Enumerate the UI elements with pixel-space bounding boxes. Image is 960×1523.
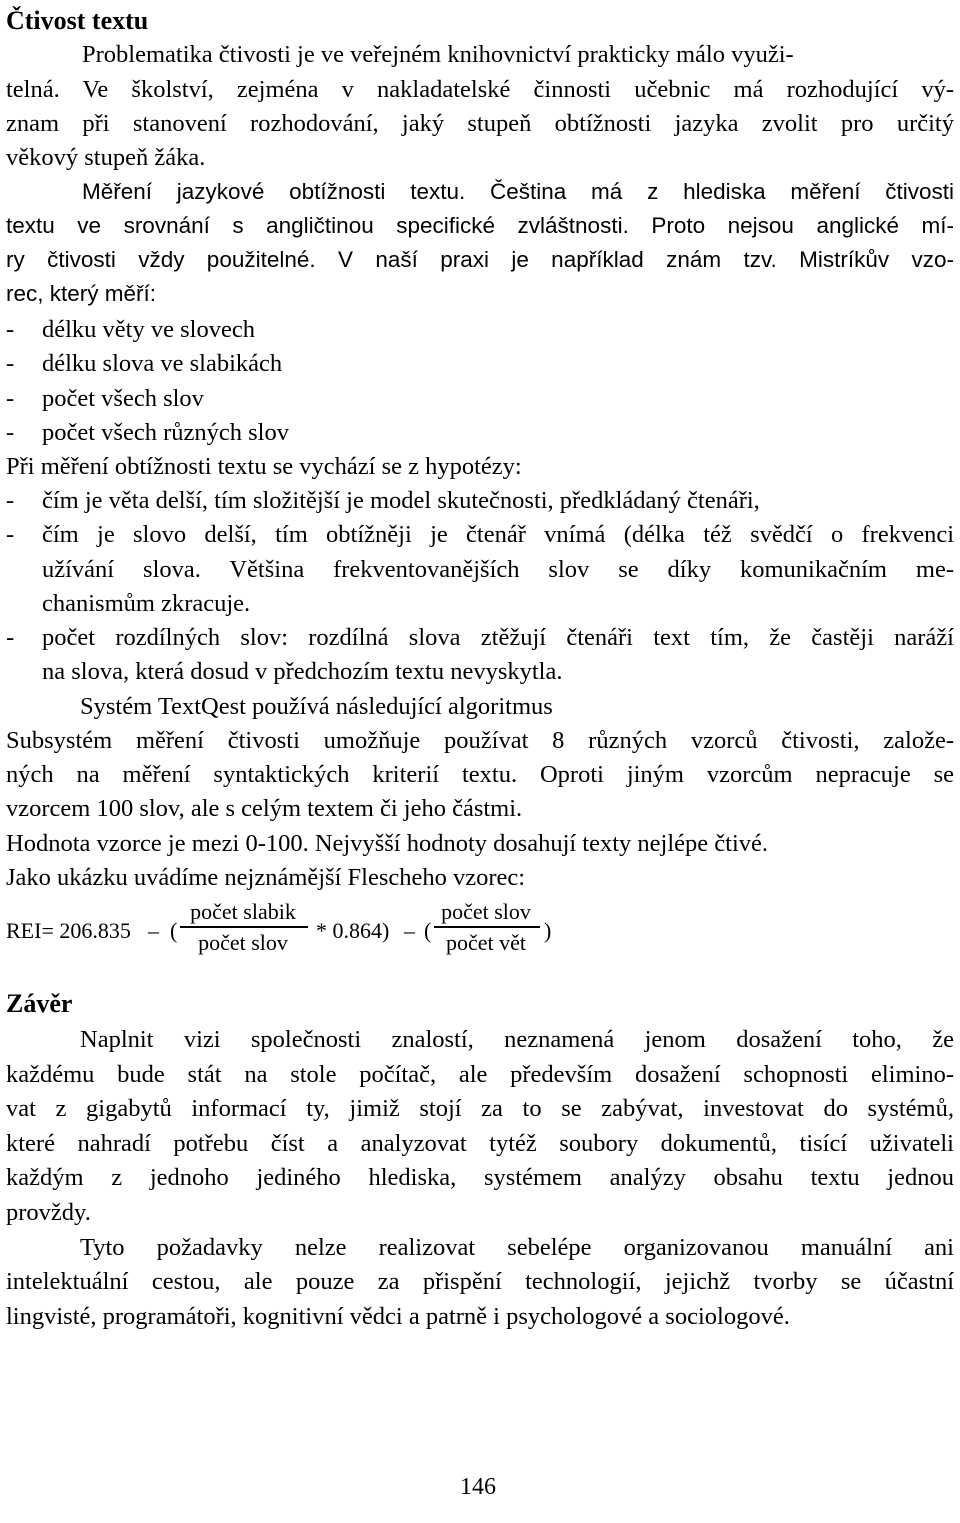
fraction-denominator: počet vět: [445, 930, 527, 955]
fraction-denominator: počet slov: [198, 930, 288, 955]
list-item: počet všech slov: [42, 385, 204, 412]
paragraph-line: provždy.: [6, 1199, 91, 1226]
list-item: počet všech různých slov: [42, 419, 289, 446]
formula-paren: (: [424, 918, 432, 943]
list-item-continuation: na slova, která dosud v předchozím textu nevyskytla.: [42, 658, 563, 685]
formula-lhs: REI= 206.835: [6, 918, 131, 943]
paragraph-line: Jako ukázku uvádíme nejznámější Flescheho vzorec:: [6, 864, 526, 891]
section-title-zaver: Závěr: [6, 989, 73, 1018]
fraction-bar: [180, 926, 308, 928]
paragraph-line: vat z gigabytů informací ty, jimiž stojí za to se zabývat, investovat do systémů,: [6, 1095, 954, 1122]
paragraph-line: každým z jednoho jediného hlediska, systémem analýzy obsahu textu jednou: [6, 1164, 954, 1191]
formula-paren: (: [170, 918, 178, 943]
list-item: délku slova ve slabikách: [42, 350, 283, 377]
list-dash: -: [6, 487, 15, 514]
paragraph-line: textu ve srovnání s angličtinou specifické zvláštnosti. Proto nejsou anglické mí-: [6, 213, 954, 238]
fraction-numerator: počet slov: [441, 899, 531, 924]
paragraph-line: každému bude stát na stole počítač, ale především dosažení schopnosti elimino-: [6, 1061, 954, 1088]
paragraph-line: intelektuální cestou, ale pouze za přispění technologií, jejichž tvorby se účastní: [6, 1268, 954, 1295]
list-item: délku věty ve slovech: [42, 316, 255, 343]
paragraph-line: ných na měření syntaktických kriterií textu. Oproti jiným vzorcům nepracuje se: [6, 761, 954, 788]
paragraph-line: znam při stanovení rozhodování, jaký stupeň obtížnosti jazyka zvolit pro určitý: [6, 110, 954, 137]
page-number: 146: [460, 1474, 496, 1500]
formula-multiplier: * 0.864): [316, 918, 390, 943]
formula-paren: ): [544, 918, 552, 943]
list-dash: -: [6, 624, 15, 651]
fraction-numerator: počet slabik: [190, 899, 296, 924]
list-dash: -: [6, 350, 15, 377]
list-dash: -: [6, 419, 15, 446]
list-item-continuation: chanismům zkracuje.: [42, 590, 251, 617]
paragraph-line: Měření jazykové obtížnosti textu. Čeština má z hlediska měření čtivosti: [82, 179, 954, 204]
paragraph-line: Problematika čtivosti je ve veřejném knihovnictví prakticky málo využi-: [82, 41, 794, 68]
paragraph-line: Hodnota vzorce je mezi 0-100. Nejvyšší hodnoty dosahují texty nejlépe čtivé.: [6, 830, 769, 857]
fraction-bar: [434, 926, 540, 928]
paragraph-line: věkový stupeň žáka.: [6, 144, 206, 171]
list-item: čím je slovo delší, tím obtížněji je čtenář vnímá (délka též svědčí o frekvenci: [42, 521, 954, 548]
list-item-continuation: užívání slova. Většina frekventovanějších slov se díky komunikačním me-: [42, 556, 954, 583]
formula-minus: –: [404, 918, 415, 943]
list-item: počet rozdílných slov: rozdílná slova ztěžují čtenáři text tím, že častěji naráží: [42, 624, 954, 651]
paragraph-line: Systém TextQest používá následující algoritmus: [80, 693, 553, 720]
list-dash: -: [6, 385, 15, 412]
paragraph-line: telná. Ve školství, zejména v nakladatelské činnosti učebnic má rozhodující vý-: [6, 76, 954, 103]
formula-minus: –: [148, 918, 159, 943]
paragraph-line: rec, který měří:: [6, 281, 157, 306]
paragraph-line: Subsystém měření čtivosti umožňuje používat 8 různých vzorců čtivosti, založe-: [6, 727, 954, 754]
paragraph-line: lingvisté, programátoři, kognitivní vědci a patrně i psychologové a sociologové.: [6, 1303, 790, 1330]
list-dash: -: [6, 521, 15, 548]
paragraph-line: vzorcem 100 slov, ale s celým textem či jeho částmi.: [6, 795, 523, 822]
paragraph-line: Naplnit vizi společnosti znalostí, neznamená jenom dosažení toho, že: [80, 1026, 954, 1053]
paragraph-line: Při měření obtížnosti textu se vychází se z hypotézy:: [6, 453, 522, 480]
paragraph-line: Tyto požadavky nelze realizovat sebelépe organizovanou manuální ani: [80, 1234, 954, 1261]
list-item: čím je věta delší, tím složitější je model skutečnosti, předkládaný čtenáři,: [42, 487, 760, 514]
paragraph-line: ry čtivosti vždy použitelné. V naší praxi je například znám tzv. Mistríkův vzo-: [6, 247, 954, 272]
paragraph-line: které nahradí potřebu číst a analyzovat tytéž soubory dokumentů, tisící uživateli: [6, 1130, 954, 1157]
section-title-citivost: Čtivost textu: [6, 6, 149, 35]
list-dash: -: [6, 316, 15, 343]
